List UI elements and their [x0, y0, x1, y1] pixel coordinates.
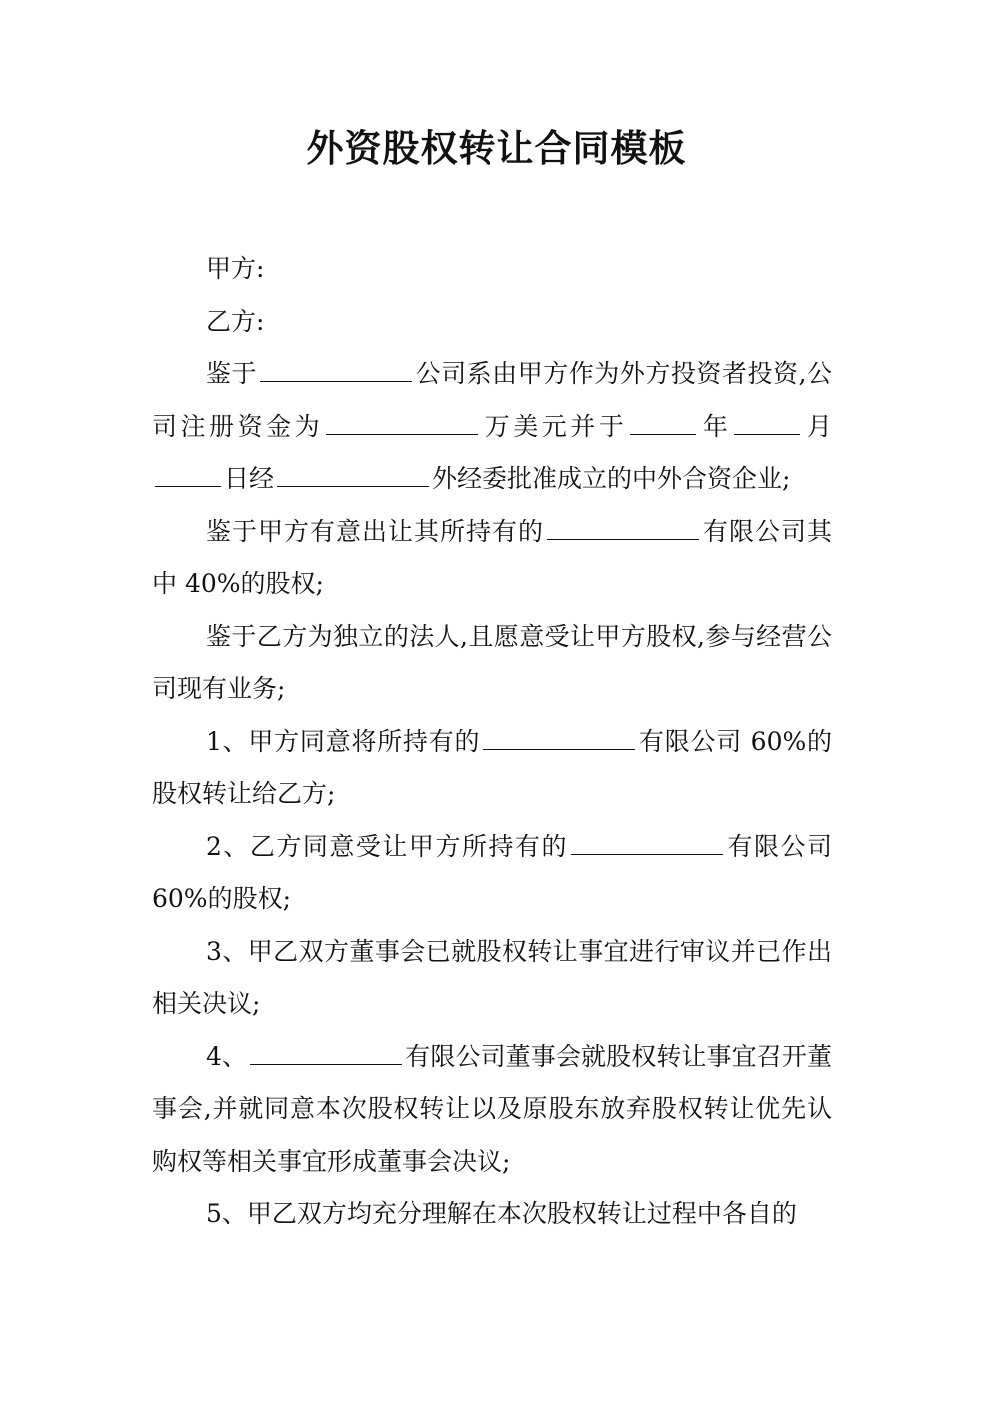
clause-text: 有限公司60%的股权;: [152, 831, 832, 913]
party-b-line: 乙方:: [206, 306, 265, 336]
year-blank: [630, 416, 696, 435]
clause-2: [152, 821, 832, 926]
company-name-blank: [260, 363, 412, 382]
recital-text: 日经: [224, 464, 275, 493]
company-name-blank: [571, 836, 723, 855]
recital-text: 外经委批准成立的中外合资企业;: [432, 464, 791, 493]
clause-text: 有限公司 60%的股权转让给乙方;: [152, 726, 832, 808]
clause-4: [152, 1031, 832, 1189]
recital-company-establishment: [152, 348, 832, 506]
document-title: 外资股权转让合同模板: [306, 126, 687, 170]
company-name-blank: [547, 521, 699, 540]
recital-text: 万美元并于: [481, 411, 628, 441]
recital-text: 月: [803, 411, 832, 441]
approval-authority-blank: [277, 468, 429, 487]
company-name-blank: [250, 1046, 402, 1065]
recital-text: 鉴于甲方有意出让其所持有的: [206, 516, 544, 546]
recital-text: 有限公司其中 40%的股权;: [152, 516, 832, 598]
clause-text: 有限公司董事会就股权转让事宜召开董事会,并就同意本次股权转让以及原股东放弃股权转让优先认购权等相关事宜形成董事会决议;: [152, 1041, 832, 1176]
registered-capital-blank: [326, 416, 478, 435]
clause-text: 4、: [206, 1041, 248, 1071]
clause-1: [152, 716, 832, 821]
clause-text: 1、甲方同意将所持有的: [206, 726, 481, 756]
month-blank: [734, 416, 800, 435]
party-a-line: 甲方:: [206, 254, 265, 283]
clause-3: 3、甲乙双方董事会已就股权转让事宜进行审议并已作出相关决议;: [152, 936, 832, 1018]
clause-text: 2、乙方同意受让甲方所持有的: [206, 831, 568, 861]
recital-party-b: 鉴于乙方为独立的法人,且愿意受让甲方股权,参与经营公司现有业务;: [152, 621, 832, 703]
clause-5: 5、甲乙双方均充分理解在本次股权转让过程中各自的: [206, 1199, 797, 1228]
recital-text: 年: [699, 411, 732, 441]
day-blank: [155, 468, 221, 487]
recital-transfer-intent: [152, 506, 832, 611]
recital-text: 鉴于: [206, 359, 258, 388]
document-body: [152, 243, 832, 1241]
recital-text: 公司系由甲方作为外方投资者投资,公司注册资金为: [152, 359, 832, 441]
company-name-blank: [483, 731, 635, 750]
